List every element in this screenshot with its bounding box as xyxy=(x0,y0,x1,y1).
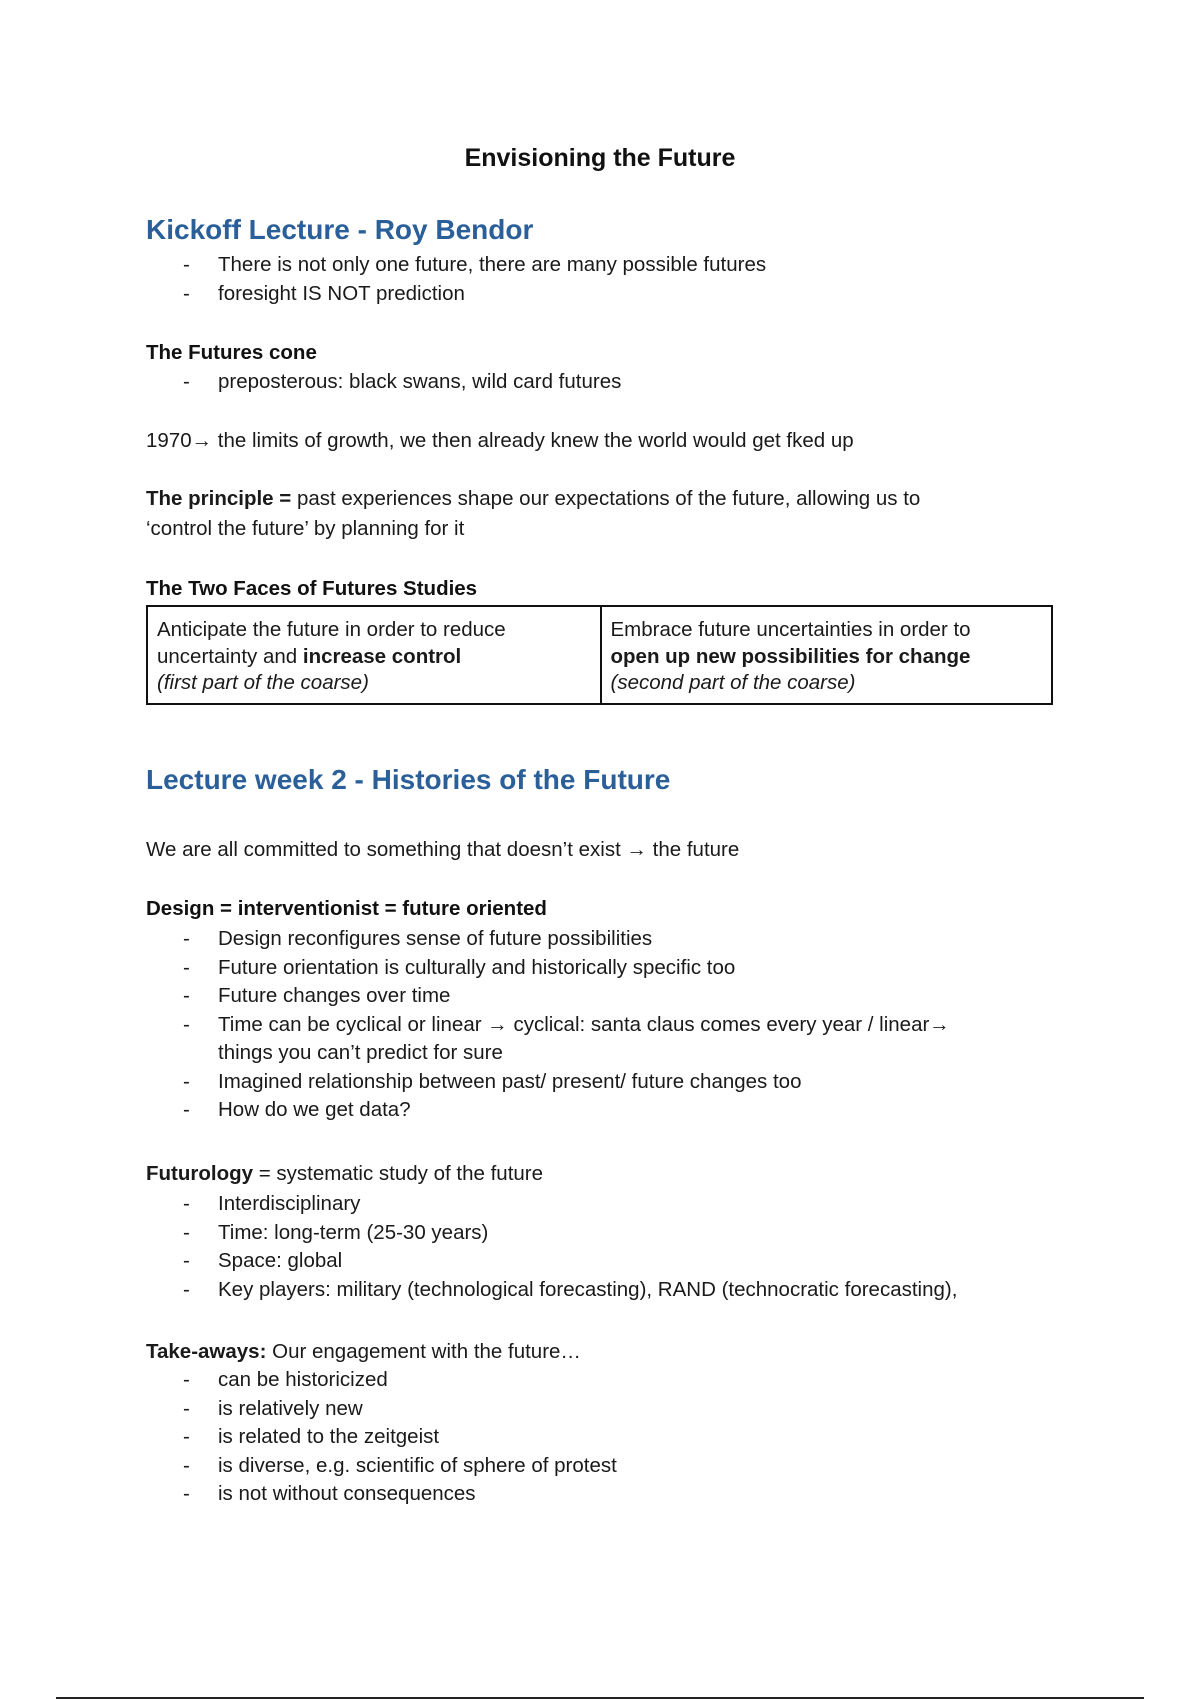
list-item: - Design reconfigures sense of future possibilities xyxy=(183,927,653,950)
list-item: - Imagined relationship between past/ present/ future changes too xyxy=(183,1069,802,1093)
list-item: - There is not only one future, there are many possible futures xyxy=(183,253,767,276)
list-item: - Interdisciplinary xyxy=(183,1192,361,1215)
limits-of-growth-line: 1970→ the limits of growth, we then already knew the world would get fked up xyxy=(146,429,854,452)
futures-cone-list xyxy=(146,368,621,397)
footer-divider xyxy=(56,1697,1144,1699)
list-item: - Future changes over time xyxy=(183,984,451,1007)
list-item: - Time can be cyclical or linear → cyclical: santa claus comes every year / linear→ things you can’t predict for sure xyxy=(183,1012,950,1064)
kickoff-bullet-list xyxy=(146,251,766,308)
list-item: - is relatively new xyxy=(183,1396,363,1420)
futurology-term: Futurology xyxy=(146,1162,254,1185)
list-item: - foresight IS NOT prediction xyxy=(183,281,465,305)
principle-term: The principle = xyxy=(146,487,292,510)
design-bullet-list xyxy=(146,925,950,1125)
takeaways-line: Take-aways: Our engagement with the future… xyxy=(146,1340,581,1363)
section-heading-week2: Lecture week 2 - Histories of the Future xyxy=(146,764,671,795)
list-item: - How do we get data? xyxy=(183,1098,411,1121)
futures-cone-label: The Futures cone xyxy=(146,341,317,364)
list-item: - Time: long-term (25-30 years) xyxy=(183,1220,489,1244)
futurology-line: Futurology = systematic study of the future xyxy=(146,1162,544,1185)
list-item: - preposterous: black swans, wild card futures xyxy=(183,370,622,393)
list-item: - is related to the zeitgeist xyxy=(183,1425,440,1448)
futurology-bullet-list xyxy=(146,1190,957,1304)
design-label: Design = interventionist = future oriented xyxy=(146,897,547,920)
list-item: - Space: global xyxy=(183,1249,343,1272)
list-item: - Future orientation is culturally and historically specific too xyxy=(183,955,736,979)
list-item: - is diverse, e.g. scientific of sphere of protest xyxy=(183,1453,617,1477)
takeaways-term: Take-aways: xyxy=(146,1340,267,1363)
two-faces-label: The Two Faces of Futures Studies xyxy=(146,577,478,600)
takeaways-bullet-list xyxy=(146,1366,617,1509)
list-item: - Key players: military (technological forecasting), RAND (technocratic forecasting), xyxy=(183,1277,958,1301)
document-title: Envisioning the Future xyxy=(464,144,736,172)
section-heading-kickoff: Kickoff Lecture - Roy Bendor xyxy=(146,214,534,245)
two-faces-left-cell: Anticipate the future in order to reduce uncertainty and increase control (first part of the coarse) xyxy=(157,618,506,694)
list-item: - can be historicized xyxy=(183,1368,388,1391)
principle-paragraph: The principle = past experiences shape our expectations of the future, allowing us to ‘control the future’ by planning for it xyxy=(146,487,921,540)
week2-intro: We are all committed to something that doesn’t exist → the future xyxy=(146,838,740,861)
two-faces-table xyxy=(146,605,1053,705)
list-item: - is not without consequences xyxy=(183,1482,476,1505)
two-faces-right-cell: Embrace future uncertainties in order to open up new possibilities for change (second part of the coarse) xyxy=(600,607,1052,703)
